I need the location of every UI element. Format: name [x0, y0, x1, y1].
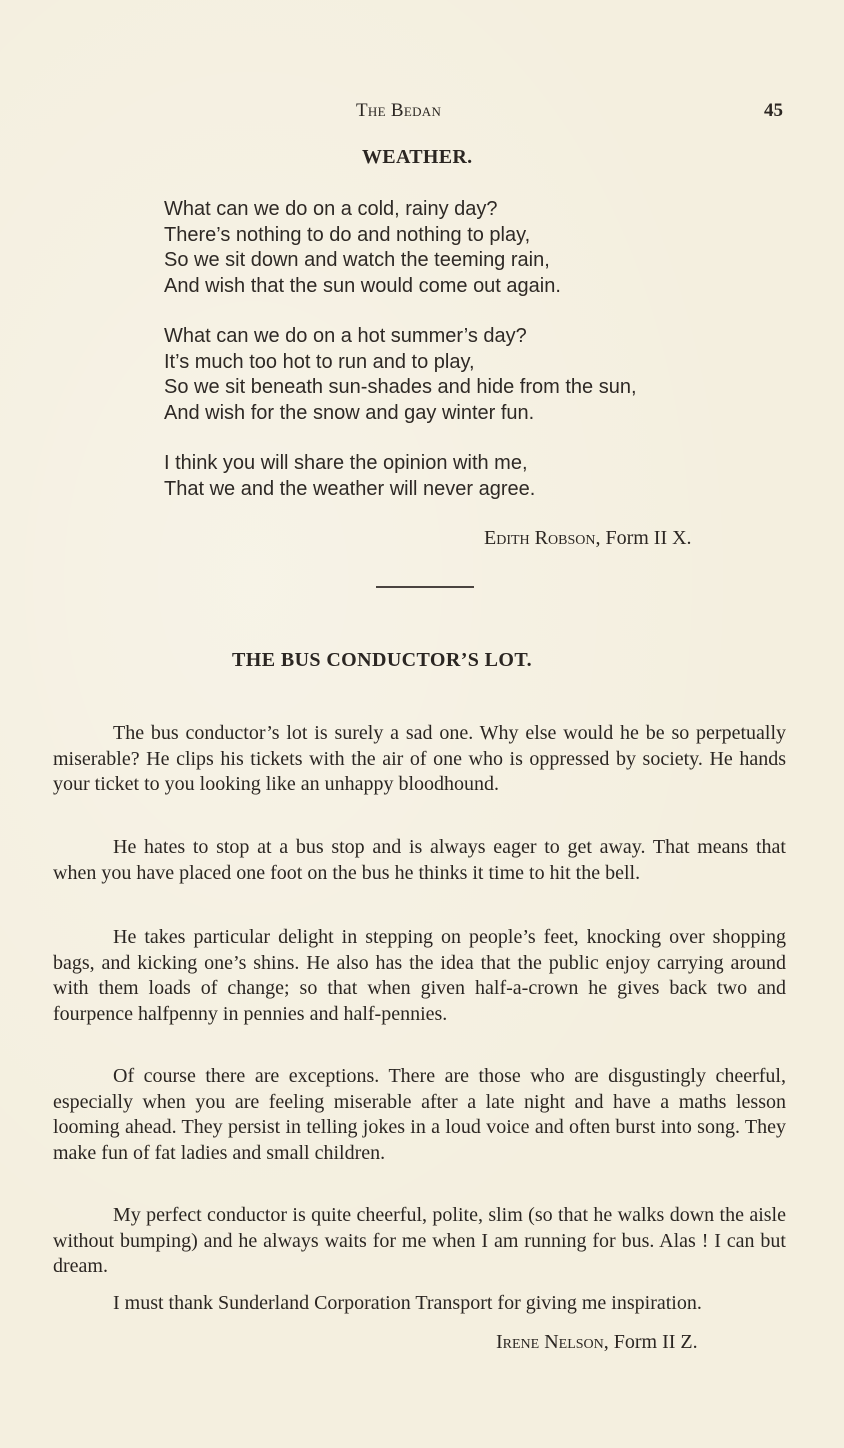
poem-line: And wish for the snow and gay winter fun.: [164, 401, 535, 424]
essay-author-signature: [496, 1331, 698, 1354]
poem-line: It’s much too hot to run and to play,: [164, 350, 475, 373]
author-form: , Form II X.: [595, 527, 692, 549]
poem-line: What can we do on a hot summer’s day?: [164, 325, 527, 347]
essay-paragraph: I must thank Sunderland Corporation Transport for giving me inspiration.: [113, 1292, 702, 1314]
page-number: 45: [764, 100, 783, 121]
essay-paragraph: He hates to stop at a bus stop and is always eager to get away. That means that when you have placed one foot on the bus he thinks it time to hit the bell.: [53, 836, 786, 884]
poem-line: There’s nothing to do and nothing to play,: [164, 223, 531, 246]
poem-stanza: [164, 197, 561, 299]
author-form: , Form II Z.: [603, 1331, 698, 1353]
poem-line: What can we do on a cold, rainy day?: [164, 198, 498, 220]
author-name: Irene Nelson: [496, 1331, 604, 1353]
poem-stanza: [164, 451, 535, 502]
poem-author-signature: [484, 527, 692, 550]
essay-paragraph: He takes particular delight in stepping on people’s feet, knocking over shopping bags, and kicking one’s shins. He also has the idea that the public enjoy carrying around with them loads of change; so that when given half-a-crown he gives back two and fourpence halfpenny in pennies and half-pennies.: [53, 926, 786, 1025]
poem-line: So we sit down and watch the teeming rain,: [164, 249, 550, 271]
poem-stanza: [164, 324, 637, 426]
poem-title: WEATHER.: [362, 146, 473, 168]
poem-line: I think you will share the opinion with me,: [164, 452, 528, 474]
author-name: Edith Robson: [484, 527, 596, 549]
essay-paragraph: My perfect conductor is quite cheerful, polite, slim (so that he walks down the aisle without bumping) and he always waits for me when I am running for bus. Alas ! I can but dream.: [53, 1204, 786, 1277]
essay-title: THE BUS CONDUCTOR’S LOT.: [232, 649, 533, 671]
running-head: The Bedan: [356, 100, 442, 121]
poem-line: So we sit beneath sun-shades and hide from the sun,: [164, 376, 637, 398]
section-divider: [376, 586, 474, 588]
poem-line: That we and the weather will never agree.: [164, 477, 536, 500]
essay-paragraph: Of course there are exceptions. There are those who are disgustingly cheerful, especially when you are feeling miserable after a late night and have a maths lesson looming ahead. They persist in telling jokes in a loud voice and often burst into song. They make fun of fat ladies and small children.: [53, 1065, 786, 1164]
essay-paragraph: The bus conductor’s lot is surely a sad one. Why else would he be so perpetually miserable? He clips his tickets with the air of one who is oppressed by society. He hands your ticket to you looking like an unhappy bloodhound.: [53, 722, 786, 795]
poem-line: And wish that the sun would come out again.: [164, 274, 561, 297]
